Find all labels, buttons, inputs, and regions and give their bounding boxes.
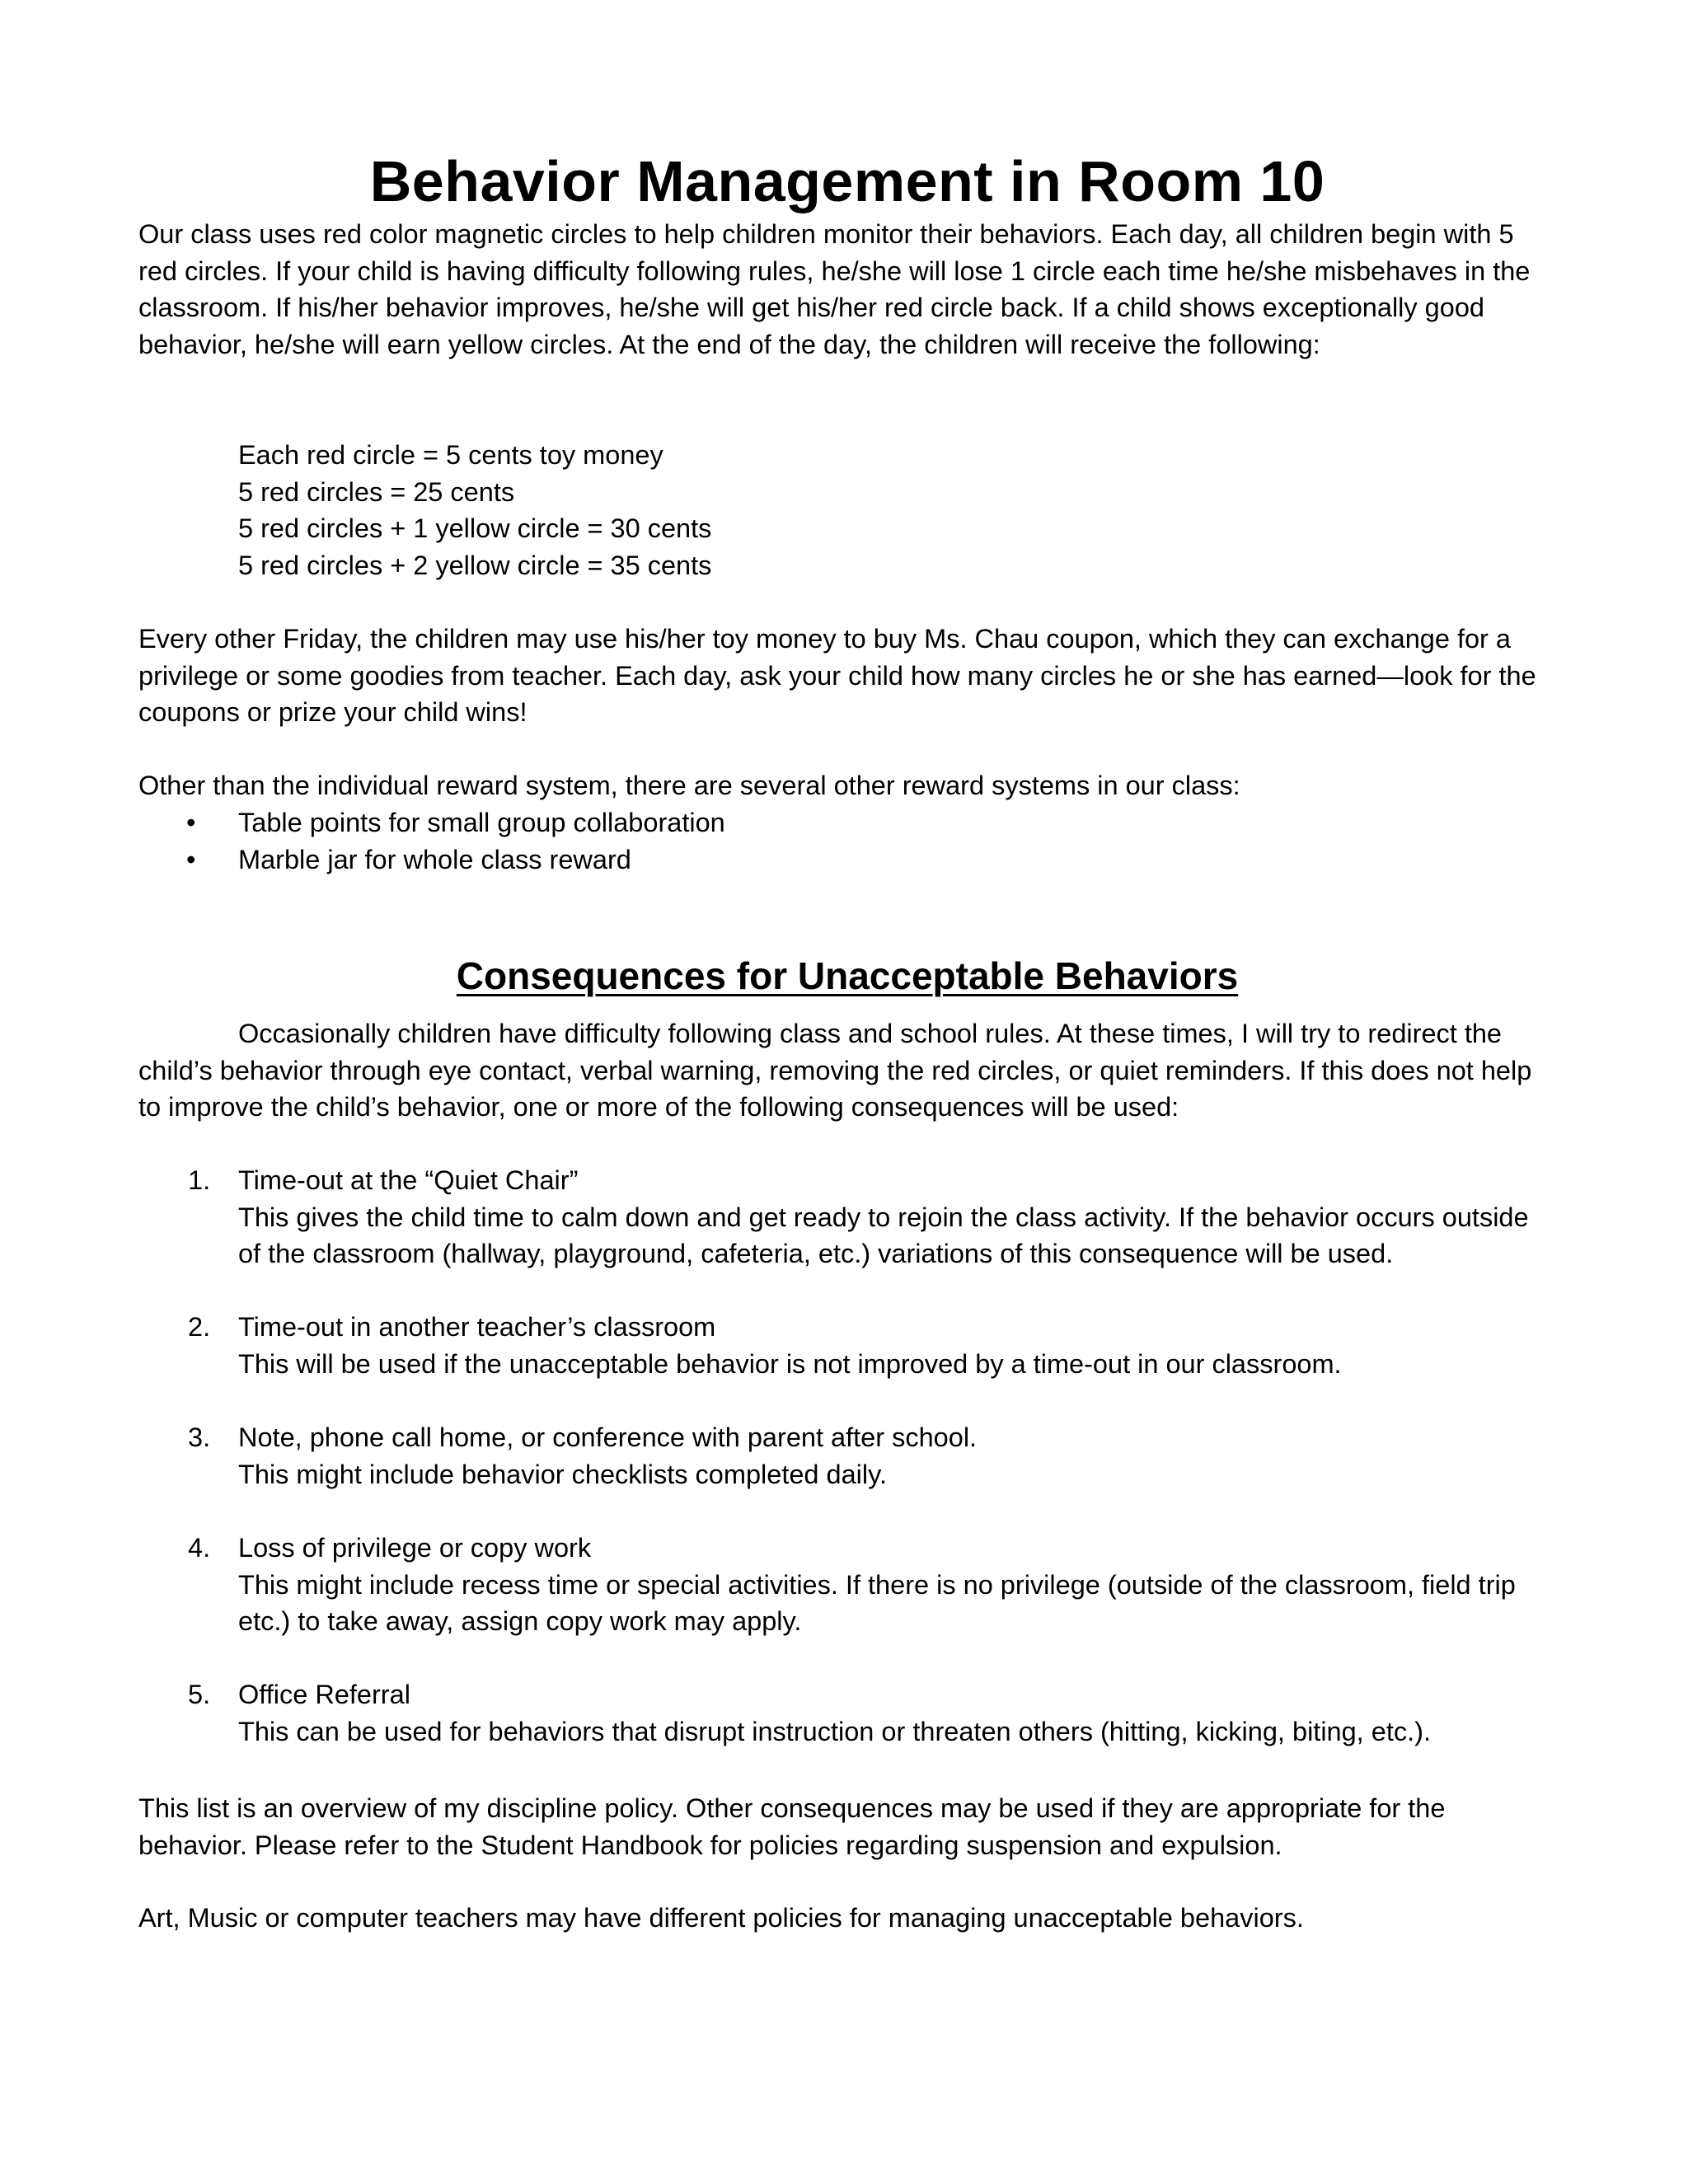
item-number: 1. xyxy=(188,1165,211,1195)
section-heading-text: Consequences for Unacceptable Behaviors xyxy=(456,954,1239,998)
item-number: 3. xyxy=(188,1422,211,1453)
rate-item: Each red circle = 5 cents toy money xyxy=(238,440,663,470)
item-description: This can be used for behaviors that disrupt instruction or threaten others (hitting, kicking, biting, etc.). xyxy=(238,1716,1431,1746)
intro-paragraph: Our class uses red color magnetic circles to help children monitor their behaviors. Each day, all children begin with 5 red circles. If your child is having difficulty following rules, he/she will lose 1 circle each time he/she misbehaves in the classroom. If his/her behavior improves, he/she will get his/her red circle back. If a child shows exceptionally good behavior, he/she will earn yellow circles. At the end of the day, the children will receive the following: xyxy=(138,219,1531,359)
section-heading xyxy=(138,951,1556,1001)
art-note-paragraph: Art, Music or computer teachers may have different policies for managing unacceptable behaviors. xyxy=(138,1903,1304,1933)
bullet-icon: • xyxy=(186,844,196,874)
rate-item: 5 red circles + 1 yellow circle = 30 cents xyxy=(238,513,712,544)
list-item xyxy=(138,804,725,841)
consequences-list xyxy=(138,1162,1556,1787)
item-title: Time-out at the “Quiet Chair” xyxy=(238,1165,579,1195)
overview-paragraph: This list is an overview of my discipline policy. Other consequences may be used if they are appropriate for the behavior. Please refer to the Student Handbook for policies regarding suspension and expulsion. xyxy=(138,1793,1446,1860)
rates-list xyxy=(238,437,711,583)
consequence-item xyxy=(138,1162,1556,1272)
page-title: Behavior Management in Room 10 xyxy=(369,148,1325,213)
item-description: This might include recess time or special activities. If there is no privilege (outside of the classroom, field trip etc.) to take away, assign copy work may apply. xyxy=(238,1569,1516,1637)
rate-item: 5 red circles = 25 cents xyxy=(238,476,515,507)
rate-item: 5 red circles + 2 yellow circle = 35 cents xyxy=(238,550,712,580)
list-item-text: Marble jar for whole class reward xyxy=(238,844,631,874)
consequence-item xyxy=(138,1419,1556,1493)
consequence-item xyxy=(138,1309,1556,1382)
occasion-paragraph: Occasionally children have difficulty following class and school rules. At these times, I will try to redirect the child’s behavior through eye contact, verbal warning, removing the red circles, or quiet reminders. If this does not help to improve the child’s behavior, one or more of the following consequences will be used: xyxy=(138,1019,1532,1122)
item-title: Office Referral xyxy=(238,1680,410,1710)
friday-paragraph: Every other Friday, the children may use his/her toy money to buy Ms. Chau coupon, which they can exchange for a privilege or some goodies from teacher. Each day, ask your child how many circles he or she has earned—look for the coupons or prize your child wins! xyxy=(138,624,1536,728)
item-number: 5. xyxy=(188,1680,211,1710)
item-number: 4. xyxy=(188,1532,211,1563)
item-title: Note, phone call home, or conference with parent after school. xyxy=(238,1422,978,1453)
item-description: This will be used if the unacceptable behavior is not improved by a time-out in our classroom. xyxy=(238,1348,1342,1379)
consequence-item xyxy=(138,1676,1556,1750)
list-item-text: Table points for small group collaboration xyxy=(238,808,725,837)
bullet-icon: • xyxy=(186,808,196,837)
item-description: This might include behavior checklists completed daily. xyxy=(238,1459,887,1489)
reward-systems-list xyxy=(138,804,725,878)
item-title: Time-out in another teacher’s classroom xyxy=(238,1312,716,1343)
list-item xyxy=(138,841,725,879)
consequence-item xyxy=(138,1530,1556,1640)
other-systems-intro: Other than the individual reward system, there are several other reward systems in our class: xyxy=(138,771,1240,800)
item-title: Loss of privilege or copy work xyxy=(238,1532,592,1563)
item-number: 2. xyxy=(188,1312,211,1343)
item-description: This gives the child time to calm down and get ready to rejoin the class activity. If the behavior occurs outside of the classroom (hallway, playground, cafeteria, etc.) variations of this consequence will be used. xyxy=(238,1202,1529,1269)
